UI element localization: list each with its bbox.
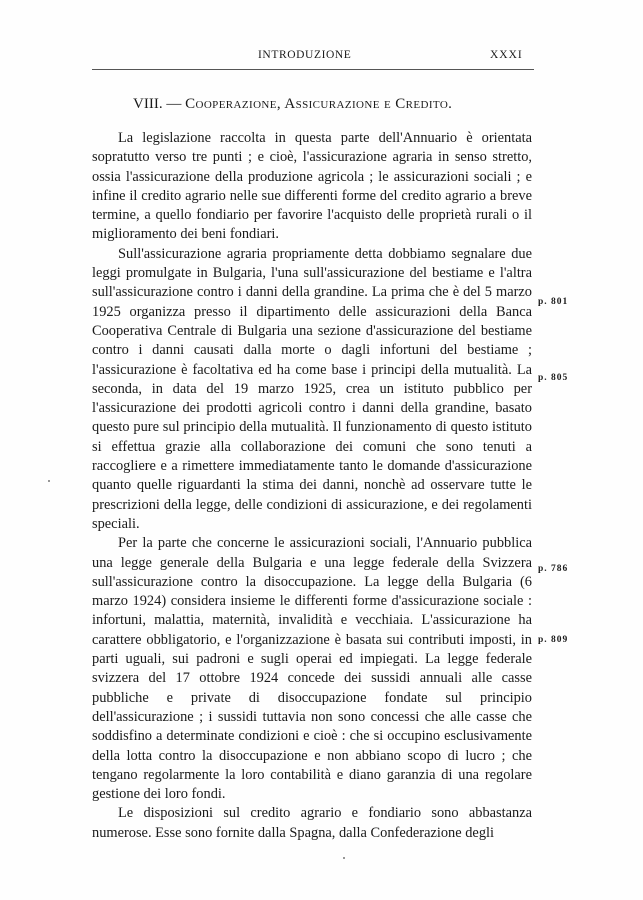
header-rule (92, 69, 534, 70)
margin-reference: p. 805 (538, 373, 569, 383)
running-title: INTRODUZIONE (258, 49, 352, 61)
section-heading: Cooperazione, Assicurazione e Credito. (185, 96, 453, 112)
paragraph-2: Sull'assicurazione agraria propriamente detta dobbiamo segnalare due leggi promulgate in Bulgaria, l'una sull'assicurazione del bestiame e l'altra sull'assicurazione contro i danni della grandine. La prima che è del 5 marzo 1925 organizza presso il dipartimento delle assicurazioni della Banca Cooperativa Centrale di Bulgaria una sezione d'assicurazione del bestiame contro i danni causati dalla morte o dagli infortuni del bestiame ; l'assicurazione è facoltativa ed ha come base i principi della mutualità. La seconda, in data del 19 marzo 1925, crea un istituto pubblico per l'assicurazione dei prodotti agricoli contro i danni della grandine, basato questo pure sul principio della mutualità. Il funzionamento di questo istituto si effettua grazie alla collaborazione dei comuni che sono tenuti a raccogliere e a rimettere immediatamente tanto le domande d'assicurazione quanto quelle riguardanti la stima dei danni, nonchè ad osservare tutte le prescrizioni della legge, delle condizioni di assicurazione, e dei regolamenti speciali. (92, 245, 532, 532)
paper-speck (48, 480, 50, 482)
section-title (133, 96, 452, 113)
page-number: XXXI (490, 49, 523, 61)
paragraph-3: Per la parte che concerne le assicurazioni sociali, l'Annuario pubblica una legge generale della Bulgaria e una legge federale della Svizzera sull'assicurazione contro la disoccupazione. La legge della Bulgaria (6 marzo 1924) considera insieme le differenti forme d'assicurazione sociale : infortuni, malattia, maternità, invalidità e vecchiaia. L'assicurazione ha carattere obbligatorio, e l'organizzazione è basata sui contributi imposti, in parti uguali, sui padroni e sugli operai ed impiegati. La legge federale svizzera del 17 ottobre 1924 concede dei sussidi annuali alle casse pubbliche e private di disoccupazione fondate sul principio dell'assicurazione ; i sussidi tuttavia non sono concessi che alle casse che soddisfino a determinate condizioni e cioè : che si occupino esclusivamente della lotta contro la disoccupazione e non abbiano scopo di lucro ; che tengano regolarmente la loro contabilità e diano garanzia di una regolare gestione dei loro fondi. (92, 535, 532, 803)
section-number: VIII. — (133, 96, 182, 112)
paragraph-1: La legislazione raccolta in questa parte dell'Annuario è orientata sopratutto verso tre punti ; e cioè, l'assicurazione agraria in senso stretto, ossia l'assicurazione della produzione agricola ; le assicurazioni sociali ; e infine il credito agrario nelle sue differenti forme del credito agrario a breve termine, a quello fondiario per favorire l'acquisto delle proprietà rurali o il miglioramento dei beni fondiari. (92, 130, 532, 243)
running-head (0, 49, 643, 69)
margin-reference: p. 786 (538, 564, 569, 574)
margin-reference: p. 809 (538, 635, 569, 645)
body-text (92, 129, 532, 843)
paragraph-4: Le disposizioni sul credito agrario e fondiario sono abbastanza numerose. Esse sono fornite dalla Spagna, dalla Confederazione degli (92, 805, 532, 841)
paper-speck (343, 857, 345, 859)
margin-reference: p. 801 (538, 297, 569, 307)
